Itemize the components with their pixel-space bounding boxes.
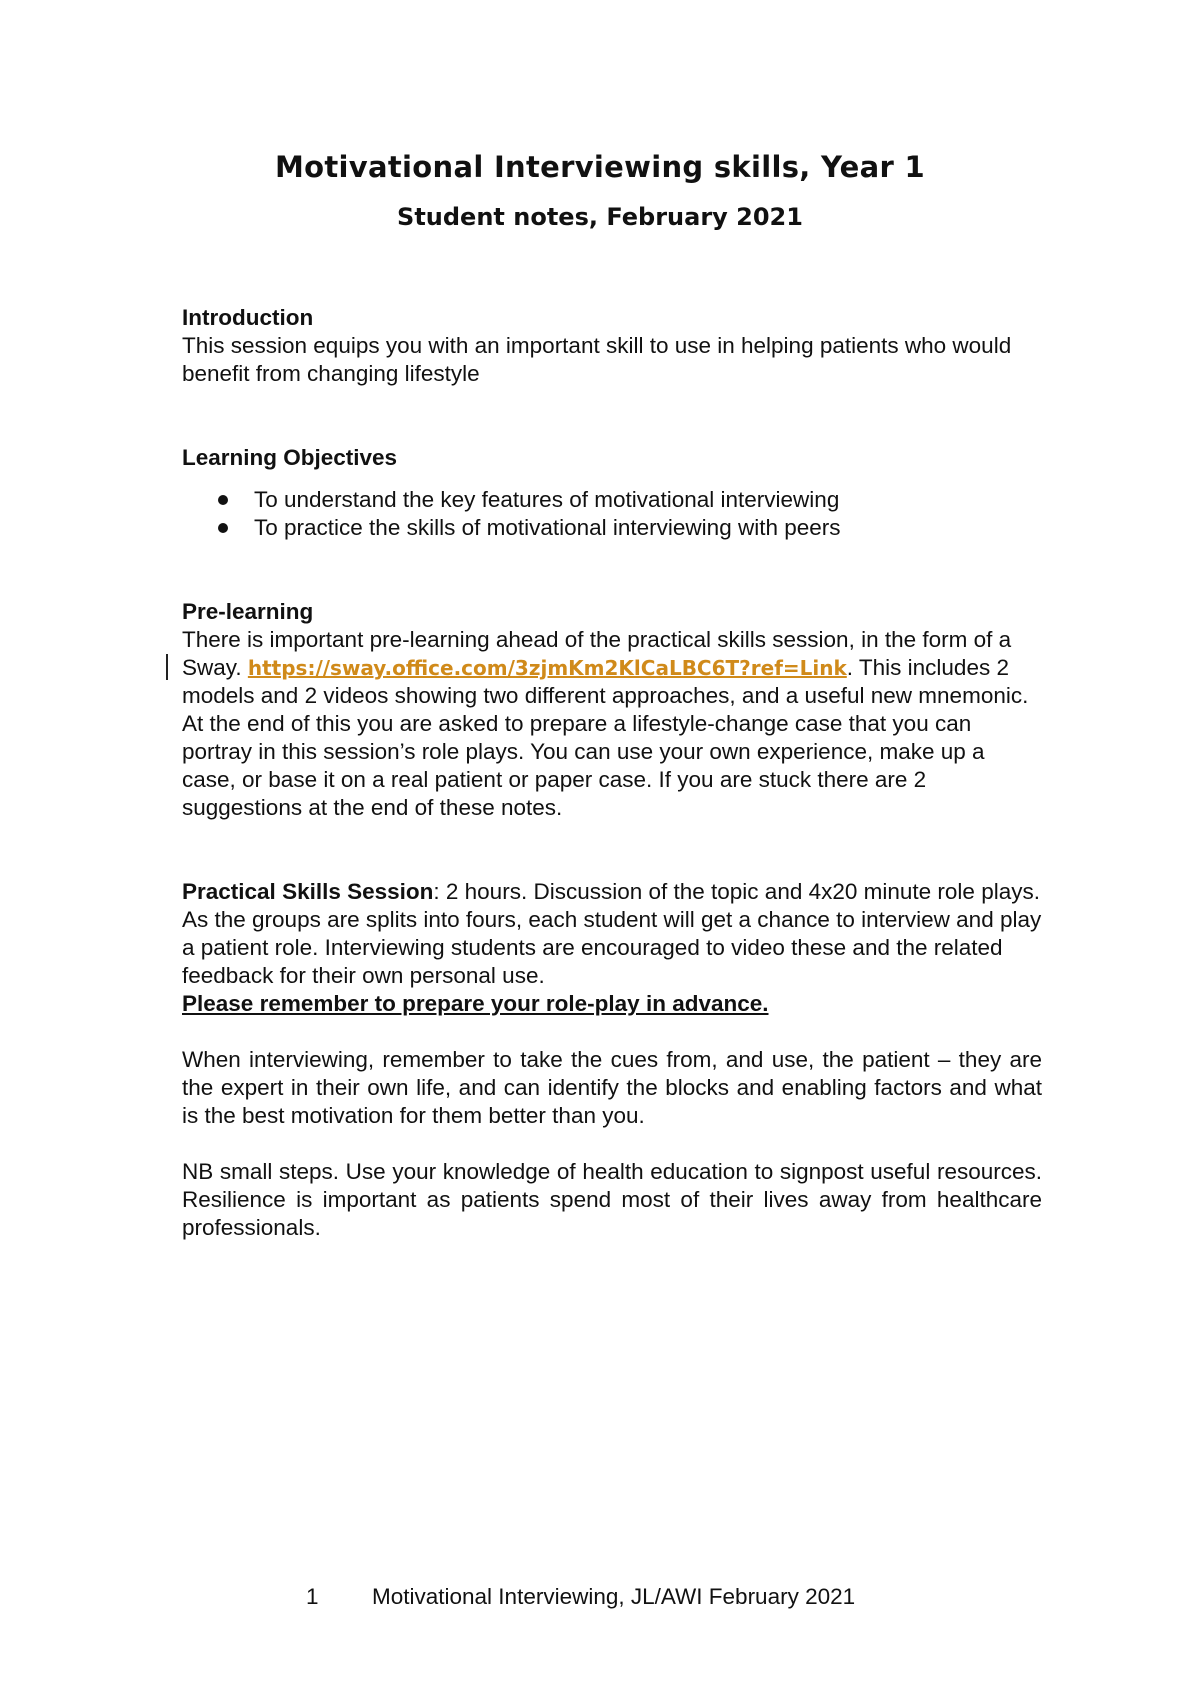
- practical-heading: Practical Skills Session: [182, 879, 434, 904]
- spacer: [182, 1018, 1042, 1046]
- spacer: [182, 822, 1042, 878]
- spacer: [182, 1130, 1042, 1158]
- objectives-list: [182, 486, 1042, 542]
- footer-text: Motivational Interviewing, JL/AWI February 2021: [372, 1584, 856, 1609]
- spacer: [182, 388, 1042, 444]
- practical-reminder: Please remember to prepare your role-play in advance.: [182, 991, 769, 1016]
- list-item: [182, 486, 1042, 514]
- prelearning-text-after: . This includes 2 models and 2 videos showing two different approaches, and a useful new mnemonic. At the end of this you are asked to prepare a lifestyle-change case that you can portray in this session’s role plays. You can use your own experience, make up a case, or base it on a real patient or paper case. If you are stuck there are 2 suggestions at the end of these notes.: [182, 655, 1029, 820]
- prelearning-heading: Pre-learning: [182, 599, 314, 624]
- practical-text: : 2 hours. Discussion of the topic and 4x20 minute role plays. As the groups are splits into fours, each student will get a chance to interview and play a patient role. Interviewing students are encouraged to video these and the related feedback for their own personal use.: [182, 879, 1042, 988]
- bullet-icon: [218, 523, 228, 533]
- practical-paragraph: [182, 878, 1042, 990]
- text-cursor: [166, 654, 168, 680]
- sway-link[interactable]: https://sway.office.com/3zjmKm2KlCaLBC6T?ref=Link: [247, 656, 847, 680]
- document-body: [182, 304, 1042, 1242]
- list-item: [182, 514, 1042, 542]
- prelearning-text: [182, 626, 1042, 822]
- spacer: [182, 542, 1042, 598]
- objectives-heading: Learning Objectives: [182, 445, 398, 470]
- prelearning-text-before: There is important pre-learning ahead of the practical skills session, in the form of a Sway.: [182, 627, 1012, 680]
- introduction-text: This session equips you with an important skill to use in helping patients who would benefit from changing lifestyle: [182, 333, 1012, 386]
- page-number: 1: [306, 1584, 319, 1609]
- interviewing-note: When interviewing, remember to take the cues from, and use, the patient – they are the expert in their own life, and can identify the blocks and enabling factors and what is the best motivation for them better than you.: [182, 1047, 1042, 1128]
- document-title: Motivational Interviewing skills, Year 1: [275, 150, 925, 184]
- introduction-heading: Introduction: [182, 305, 314, 330]
- nb-note: NB small steps. Use your knowledge of health education to signpost useful resources. Resilience is important as patients spend most of their lives away from healthcare professionals.: [182, 1159, 1042, 1240]
- objective-text: To practice the skills of motivational interviewing with peers: [254, 515, 841, 540]
- document-subtitle: Student notes, February 2021: [397, 203, 803, 231]
- bullet-icon: [218, 495, 228, 505]
- objective-text: To understand the key features of motivational interviewing: [254, 487, 840, 512]
